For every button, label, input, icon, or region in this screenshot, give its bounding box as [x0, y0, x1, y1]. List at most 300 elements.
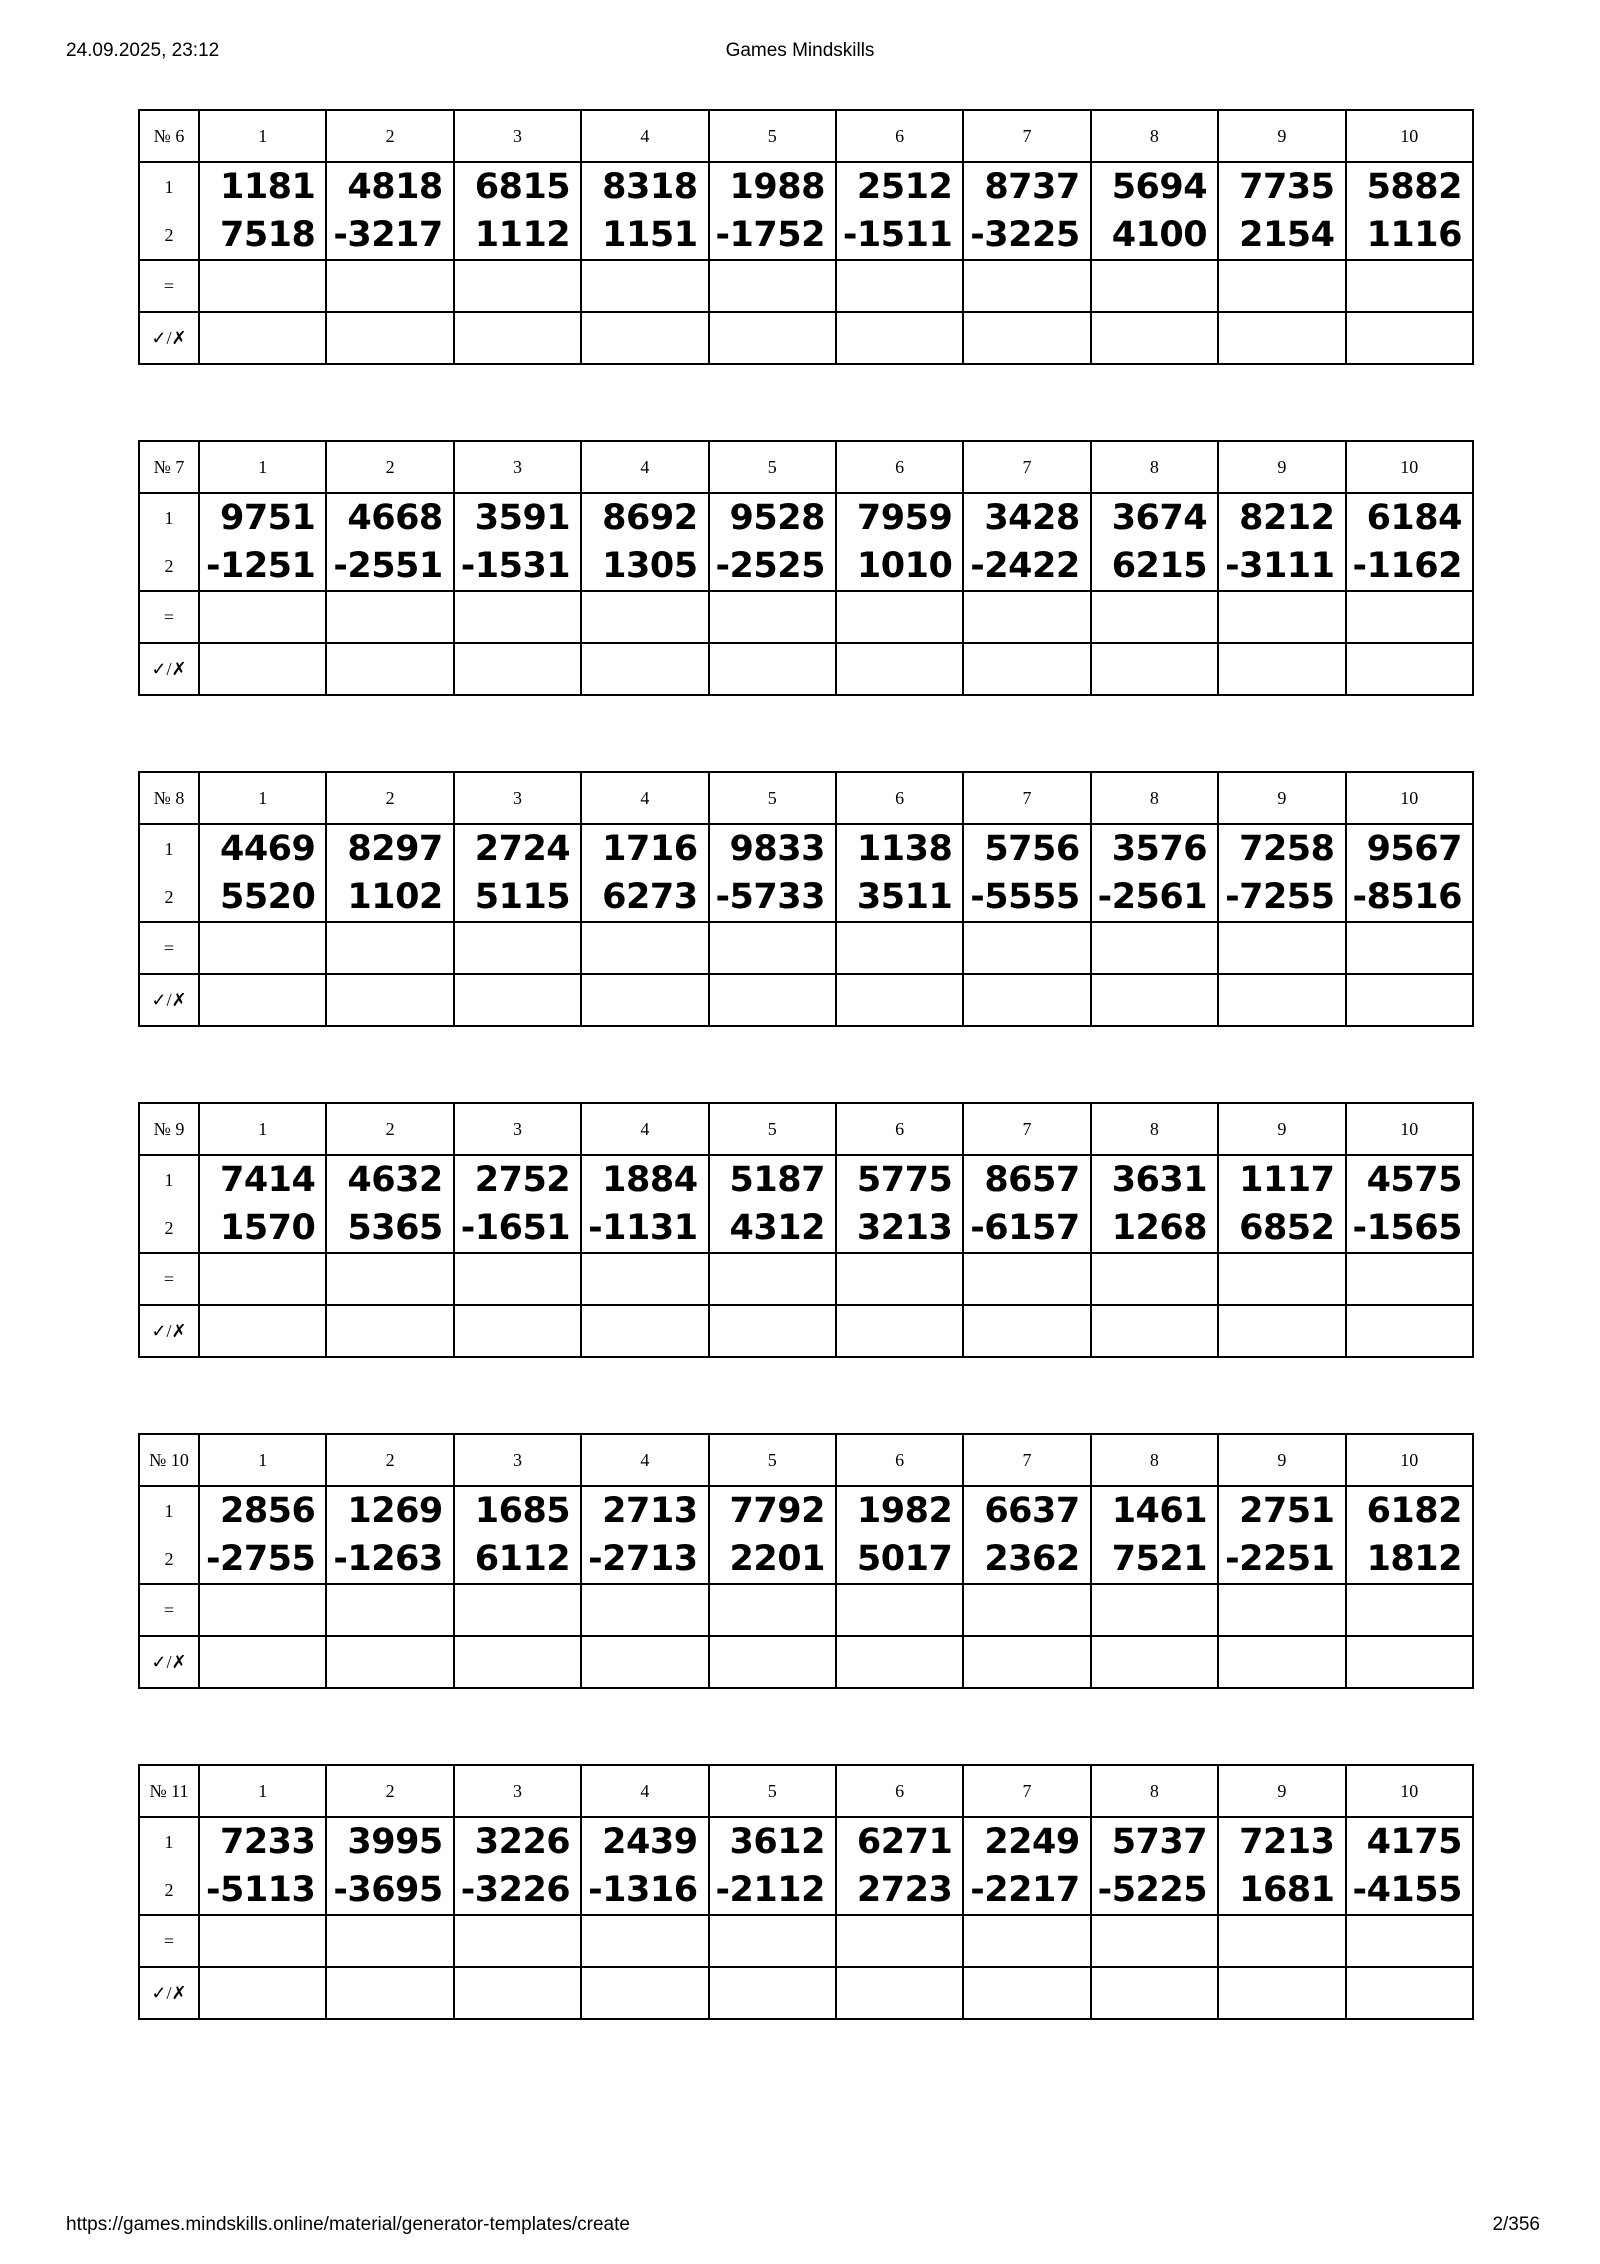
operand-value: 1982 [836, 1486, 963, 1535]
answer-cell[interactable] [1091, 1915, 1218, 1967]
check-cell[interactable] [454, 643, 581, 695]
exercise-block [138, 440, 1474, 696]
operand-value: 6815 [454, 162, 581, 211]
check-cell[interactable] [709, 1305, 836, 1357]
check-cell[interactable] [326, 1636, 453, 1688]
operand-value: 1988 [709, 162, 836, 211]
answer-cell[interactable] [581, 922, 708, 974]
check-cell[interactable] [454, 312, 581, 364]
operand-value: 1117 [1218, 1155, 1345, 1204]
operand-value: 9833 [709, 824, 836, 873]
answer-cell[interactable] [1218, 591, 1345, 643]
operand-row [139, 873, 1473, 922]
check-cell[interactable] [454, 1967, 581, 2019]
column-number: 7 [963, 110, 1090, 162]
check-cell[interactable] [709, 1636, 836, 1688]
column-number: 7 [963, 1765, 1090, 1817]
check-cell[interactable] [581, 1636, 708, 1688]
check-cell[interactable] [709, 643, 836, 695]
column-number: 7 [963, 1103, 1090, 1155]
operand-value: 7258 [1218, 824, 1345, 873]
answer-cell[interactable] [1218, 922, 1345, 974]
check-row [139, 974, 1473, 1026]
check-cell[interactable] [1218, 1305, 1345, 1357]
check-cell[interactable] [326, 1305, 453, 1357]
operand-value: 3511 [836, 873, 963, 922]
answer-cell[interactable] [1346, 1584, 1473, 1636]
column-number: 5 [709, 1434, 836, 1486]
check-cell[interactable] [199, 1967, 326, 2019]
operand-row-label: 1 [139, 1817, 199, 1866]
column-number: 5 [709, 1103, 836, 1155]
page-url: https://games.mindskills.online/material/generator-templates/create [66, 2214, 630, 2235]
answer-row [139, 260, 1473, 312]
header-row [139, 772, 1473, 824]
operand-value: 1151 [581, 211, 708, 260]
operand-value: 1570 [199, 1204, 326, 1253]
check-cell[interactable] [836, 1636, 963, 1688]
answer-cell[interactable] [1346, 591, 1473, 643]
result-label: = [139, 1253, 199, 1305]
answer-cell[interactable] [199, 922, 326, 974]
answer-cell[interactable] [581, 1253, 708, 1305]
answer-cell[interactable] [836, 1584, 963, 1636]
check-cell[interactable] [963, 1305, 1090, 1357]
operand-value: 1116 [1346, 211, 1473, 260]
column-number: 2 [326, 110, 453, 162]
answer-cell[interactable] [1346, 1253, 1473, 1305]
operand-value: 7792 [709, 1486, 836, 1535]
operand-value: 3226 [454, 1817, 581, 1866]
answer-cell[interactable] [1091, 260, 1218, 312]
operand-value: 6273 [581, 873, 708, 922]
operand-value: 3576 [1091, 824, 1218, 873]
check-row [139, 1305, 1473, 1357]
operand-row-label: 1 [139, 1155, 199, 1204]
check-cell[interactable] [1218, 1636, 1345, 1688]
check-cell[interactable] [454, 974, 581, 1026]
operand-value: 4818 [326, 162, 453, 211]
operand-value: 9751 [199, 493, 326, 542]
answer-cell[interactable] [709, 260, 836, 312]
answer-cell[interactable] [454, 1584, 581, 1636]
check-cell[interactable] [836, 643, 963, 695]
column-number: 3 [454, 1434, 581, 1486]
operand-value: -3225 [963, 211, 1090, 260]
column-number: 4 [581, 772, 708, 824]
answer-cell[interactable] [963, 1584, 1090, 1636]
column-number: 9 [1218, 772, 1345, 824]
operand-value: 2362 [963, 1535, 1090, 1584]
check-cell[interactable] [709, 974, 836, 1026]
operand-value: 5115 [454, 873, 581, 922]
exercise-number: № 8 [139, 772, 199, 824]
operand-value: 3213 [836, 1204, 963, 1253]
column-number: 4 [581, 1765, 708, 1817]
check-cell[interactable] [963, 312, 1090, 364]
answer-cell[interactable] [1091, 591, 1218, 643]
operand-value: -1752 [709, 211, 836, 260]
operand-value: 5365 [326, 1204, 453, 1253]
check-cell[interactable] [1218, 1967, 1345, 2019]
column-number: 6 [836, 441, 963, 493]
answer-cell[interactable] [454, 922, 581, 974]
operand-value: 4100 [1091, 211, 1218, 260]
operand-value: 1716 [581, 824, 708, 873]
check-cell[interactable] [963, 643, 1090, 695]
check-cell[interactable] [1091, 1305, 1218, 1357]
column-number: 3 [454, 1103, 581, 1155]
operand-value: -2422 [963, 542, 1090, 591]
answer-cell[interactable] [326, 922, 453, 974]
check-cell[interactable] [1218, 312, 1345, 364]
check-cell[interactable] [326, 974, 453, 1026]
check-cell[interactable] [836, 312, 963, 364]
answer-cell[interactable] [963, 591, 1090, 643]
check-label: ✓/✗ [139, 643, 199, 695]
column-number: 1 [199, 110, 326, 162]
column-number: 9 [1218, 1765, 1345, 1817]
operand-value: 2752 [454, 1155, 581, 1204]
answer-cell[interactable] [1091, 1584, 1218, 1636]
exercise-block [138, 109, 1474, 365]
check-cell[interactable] [454, 1636, 581, 1688]
operand-value: -1263 [326, 1535, 453, 1584]
check-cell[interactable] [326, 312, 453, 364]
operand-value: 1138 [836, 824, 963, 873]
column-number: 8 [1091, 110, 1218, 162]
operand-value: 1269 [326, 1486, 453, 1535]
answer-row [139, 922, 1473, 974]
answer-row [139, 591, 1473, 643]
check-cell[interactable] [1346, 974, 1473, 1026]
operand-row-label: 1 [139, 1486, 199, 1535]
answer-cell[interactable] [326, 1253, 453, 1305]
operand-row [139, 1535, 1473, 1584]
answer-cell[interactable] [454, 260, 581, 312]
check-cell[interactable] [326, 1967, 453, 2019]
operand-row [139, 1204, 1473, 1253]
operand-value: -2251 [1218, 1535, 1345, 1584]
column-number: 10 [1346, 110, 1473, 162]
operand-value: 4312 [709, 1204, 836, 1253]
answer-cell[interactable] [709, 1253, 836, 1305]
check-row [139, 643, 1473, 695]
check-cell[interactable] [1091, 643, 1218, 695]
operand-row-label: 2 [139, 1535, 199, 1584]
answer-cell[interactable] [199, 1915, 326, 1967]
answer-row [139, 1915, 1473, 1967]
check-cell[interactable] [836, 974, 963, 1026]
check-label: ✓/✗ [139, 1636, 199, 1688]
column-number: 6 [836, 1765, 963, 1817]
check-row [139, 312, 1473, 364]
operand-value: -2713 [581, 1535, 708, 1584]
header-row [139, 110, 1473, 162]
column-number: 8 [1091, 1103, 1218, 1155]
answer-cell[interactable] [963, 922, 1090, 974]
check-cell[interactable] [836, 1967, 963, 2019]
operand-value: -8516 [1346, 873, 1473, 922]
result-label: = [139, 1915, 199, 1967]
operand-value: 2201 [709, 1535, 836, 1584]
operand-value: 5775 [836, 1155, 963, 1204]
check-cell[interactable] [963, 974, 1090, 1026]
answer-cell[interactable] [836, 1915, 963, 1967]
operand-value: 2154 [1218, 211, 1345, 260]
header-row [139, 1434, 1473, 1486]
check-cell[interactable] [199, 312, 326, 364]
check-cell[interactable] [326, 643, 453, 695]
answer-cell[interactable] [581, 1584, 708, 1636]
operand-value: -1316 [581, 1866, 708, 1915]
operand-value: 1685 [454, 1486, 581, 1535]
operand-value: 9567 [1346, 824, 1473, 873]
operand-row-label: 2 [139, 1204, 199, 1253]
operand-value: 5187 [709, 1155, 836, 1204]
operand-value: -4155 [1346, 1866, 1473, 1915]
answer-cell[interactable] [963, 260, 1090, 312]
answer-cell[interactable] [454, 1915, 581, 1967]
check-cell[interactable] [199, 1305, 326, 1357]
exercise-block [138, 1102, 1474, 1358]
operand-value: 1010 [836, 542, 963, 591]
check-cell[interactable] [709, 1967, 836, 2019]
operand-value: -5113 [199, 1866, 326, 1915]
operand-value: 6182 [1346, 1486, 1473, 1535]
operand-value: -5733 [709, 873, 836, 922]
column-number: 9 [1218, 441, 1345, 493]
column-number: 2 [326, 772, 453, 824]
column-number: 6 [836, 110, 963, 162]
check-cell[interactable] [1346, 1967, 1473, 2019]
operand-value: 8212 [1218, 493, 1345, 542]
operand-value: 5520 [199, 873, 326, 922]
answer-cell[interactable] [326, 1584, 453, 1636]
check-cell[interactable] [581, 643, 708, 695]
check-cell[interactable] [581, 974, 708, 1026]
operand-value: -1511 [836, 211, 963, 260]
column-number: 1 [199, 1103, 326, 1155]
answer-cell[interactable] [199, 1253, 326, 1305]
operand-value: 3612 [709, 1817, 836, 1866]
answer-cell[interactable] [1091, 1253, 1218, 1305]
answer-cell[interactable] [836, 922, 963, 974]
operand-value: -2551 [326, 542, 453, 591]
column-number: 6 [836, 1434, 963, 1486]
answer-row [139, 1584, 1473, 1636]
operand-value: 1461 [1091, 1486, 1218, 1535]
operand-row-label: 1 [139, 824, 199, 873]
answer-cell[interactable] [709, 1584, 836, 1636]
operand-value: 3591 [454, 493, 581, 542]
check-cell[interactable] [1218, 643, 1345, 695]
check-row [139, 1967, 1473, 2019]
operand-value: -3111 [1218, 542, 1345, 591]
exercise-number: № 10 [139, 1434, 199, 1486]
operand-value: 1681 [1218, 1866, 1345, 1915]
answer-cell[interactable] [1346, 922, 1473, 974]
operand-value: 4632 [326, 1155, 453, 1204]
column-number: 4 [581, 110, 708, 162]
column-number: 9 [1218, 110, 1345, 162]
answer-cell[interactable] [199, 1584, 326, 1636]
exercise-number: № 7 [139, 441, 199, 493]
operand-row-label: 1 [139, 162, 199, 211]
check-cell[interactable] [1346, 643, 1473, 695]
exercise-table [138, 1433, 1474, 1689]
column-number: 5 [709, 110, 836, 162]
answer-cell[interactable] [1346, 1915, 1473, 1967]
check-cell[interactable] [581, 312, 708, 364]
exercise-number: № 11 [139, 1765, 199, 1817]
check-cell[interactable] [1346, 1636, 1473, 1688]
answer-cell[interactable] [836, 591, 963, 643]
check-cell[interactable] [1218, 974, 1345, 1026]
column-number: 7 [963, 772, 1090, 824]
operand-value: 5882 [1346, 162, 1473, 211]
exercise-number: № 9 [139, 1103, 199, 1155]
answer-cell[interactable] [1218, 260, 1345, 312]
result-label: = [139, 922, 199, 974]
operand-value: 1112 [454, 211, 581, 260]
operand-value: 7521 [1091, 1535, 1218, 1584]
operand-value: 8692 [581, 493, 708, 542]
check-label: ✓/✗ [139, 312, 199, 364]
answer-cell[interactable] [1218, 1584, 1345, 1636]
operand-value: 2724 [454, 824, 581, 873]
answer-cell[interactable] [1218, 1253, 1345, 1305]
column-number: 8 [1091, 772, 1218, 824]
column-number: 6 [836, 772, 963, 824]
exercise-block [138, 771, 1474, 1027]
check-cell[interactable] [581, 1305, 708, 1357]
answer-cell[interactable] [709, 591, 836, 643]
answer-cell[interactable] [1091, 922, 1218, 974]
operand-value: 8297 [326, 824, 453, 873]
operand-value: 4668 [326, 493, 453, 542]
check-cell[interactable] [1346, 1305, 1473, 1357]
exercise-table [138, 440, 1474, 696]
check-cell[interactable] [1346, 312, 1473, 364]
column-number: 2 [326, 1434, 453, 1486]
header-row [139, 1765, 1473, 1817]
column-number: 5 [709, 772, 836, 824]
column-number: 9 [1218, 1434, 1345, 1486]
operand-value: 6112 [454, 1535, 581, 1584]
check-cell[interactable] [1091, 1967, 1218, 2019]
answer-cell[interactable] [836, 1253, 963, 1305]
column-number: 6 [836, 1103, 963, 1155]
check-cell[interactable] [199, 1636, 326, 1688]
check-cell[interactable] [454, 1305, 581, 1357]
check-cell[interactable] [1091, 1636, 1218, 1688]
answer-cell[interactable] [199, 591, 326, 643]
answer-cell[interactable] [454, 1253, 581, 1305]
operand-value: 9528 [709, 493, 836, 542]
answer-cell[interactable] [326, 260, 453, 312]
operand-value: 4469 [199, 824, 326, 873]
answer-cell[interactable] [326, 1915, 453, 1967]
check-label: ✓/✗ [139, 1305, 199, 1357]
check-cell[interactable] [1091, 974, 1218, 1026]
answer-cell[interactable] [581, 591, 708, 643]
column-number: 8 [1091, 441, 1218, 493]
check-cell[interactable] [836, 1305, 963, 1357]
exercise-table [138, 1764, 1474, 2020]
answer-cell[interactable] [709, 922, 836, 974]
operand-value: -1162 [1346, 542, 1473, 591]
column-number: 3 [454, 1765, 581, 1817]
column-number: 5 [709, 1765, 836, 1817]
answer-cell[interactable] [836, 260, 963, 312]
operand-row-label: 2 [139, 1866, 199, 1915]
header-row [139, 1103, 1473, 1155]
answer-cell[interactable] [1346, 260, 1473, 312]
operand-row [139, 211, 1473, 260]
operand-value: 2856 [199, 1486, 326, 1535]
answer-cell[interactable] [581, 1915, 708, 1967]
operand-value: -3226 [454, 1866, 581, 1915]
operand-value: -1565 [1346, 1204, 1473, 1253]
operand-value: 3995 [326, 1817, 453, 1866]
operand-row-label: 2 [139, 542, 199, 591]
operand-value: 3631 [1091, 1155, 1218, 1204]
column-number: 8 [1091, 1434, 1218, 1486]
exercise-block [138, 1764, 1474, 2020]
answer-cell[interactable] [581, 260, 708, 312]
operand-value: -1531 [454, 542, 581, 591]
operand-value: 2512 [836, 162, 963, 211]
check-cell[interactable] [963, 1967, 1090, 2019]
page-number: 2/356 [1492, 2214, 1540, 2235]
operand-value: 8657 [963, 1155, 1090, 1204]
operand-value: 1305 [581, 542, 708, 591]
operand-value: 7414 [199, 1155, 326, 1204]
check-cell[interactable] [199, 643, 326, 695]
operand-value: -3695 [326, 1866, 453, 1915]
operand-value: 4175 [1346, 1817, 1473, 1866]
print-datetime: 24.09.2025, 23:12 [66, 40, 220, 61]
operand-value: 1812 [1346, 1535, 1473, 1584]
answer-cell[interactable] [1218, 1915, 1345, 1967]
operand-value: 6215 [1091, 542, 1218, 591]
exercise-list [138, 109, 1474, 2095]
operand-value: 2723 [836, 1866, 963, 1915]
operand-value: 6637 [963, 1486, 1090, 1535]
operand-value: -5555 [963, 873, 1090, 922]
check-label: ✓/✗ [139, 974, 199, 1026]
answer-cell[interactable] [199, 260, 326, 312]
answer-cell[interactable] [709, 1915, 836, 1967]
check-cell[interactable] [581, 1967, 708, 2019]
answer-cell[interactable] [326, 591, 453, 643]
answer-cell[interactable] [963, 1915, 1090, 1967]
check-cell[interactable] [199, 974, 326, 1026]
operand-value: 7518 [199, 211, 326, 260]
check-cell[interactable] [963, 1636, 1090, 1688]
answer-cell[interactable] [963, 1253, 1090, 1305]
operand-value: 4575 [1346, 1155, 1473, 1204]
header-row [139, 441, 1473, 493]
check-cell[interactable] [1091, 312, 1218, 364]
check-cell[interactable] [709, 312, 836, 364]
answer-cell[interactable] [454, 591, 581, 643]
exercise-number: № 6 [139, 110, 199, 162]
operand-value: 8318 [581, 162, 708, 211]
operand-value: -2561 [1091, 873, 1218, 922]
operand-value: -2112 [709, 1866, 836, 1915]
